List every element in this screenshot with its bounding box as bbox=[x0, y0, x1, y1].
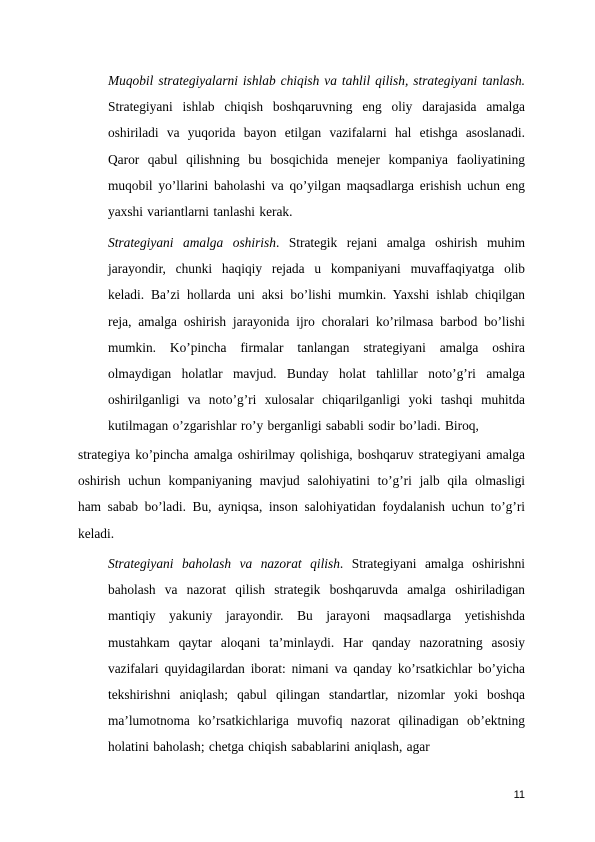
paragraph-alternative-strategies bbox=[108, 68, 525, 225]
paragraph-body: Strategiyani ishlab chiqish boshqaruvning eng oliy darajasida amalga oshiriladi va yuqorida bayon etilgan vazifalarni hal etishga asoslanadi. Qaror qabul qilishning bu bosqichida menejer kompaniya faoliyatining muqobil yo’llarini baholashi va qo’yilgan maqsadlarga erishish uchun eng yaxshi variantlarni tanlashi kerak. bbox=[108, 99, 525, 220]
paragraph-lead-italic: Strategiyani amalga oshirish bbox=[108, 235, 276, 250]
paragraph-strategy-evaluation bbox=[108, 551, 525, 761]
paragraph-strategy-implementation bbox=[108, 230, 525, 440]
paragraph-lead-italic: Muqobil strategiyalarni ishlab chiqish va tahlil qilish, strategiyani tanlash. bbox=[108, 73, 525, 88]
paragraph-body: . Strategik rejani amalga oshirish muhim jarayondir, chunki haqiqiy rejada u kompaniyani muvaffaqiyatga olib keladi. Ba’zi hollarda uni aksi bo’lishi mumkin. Yaxshi ishlab chiqilgan reja, amalga oshirish jarayonida ijro choralari ko’rilmasa barbod bo’lishi mumkin. Ko’pincha firmalar tanlangan strategiyani amalga oshira olmaydigan holatlar mavjud. Bunday holat tahlillar noto’g’ri amalga oshirilganligi va noto’g’ri xulosalar chiqarilganligi yoki tashqi muhitda kutilmagan o’zgarishlar ro’y berganligi sababli sodir bo’ladi. Biroq, bbox=[108, 235, 525, 434]
page-number: 11 bbox=[513, 789, 525, 801]
paragraph-body: . Strategiyani amalga oshirishni baholash va nazorat qilish strategik boshqaruvda amalga oshiriladigan mantiqiy yakuniy jarayondir. Bu jarayoni maqsadlarga yetishishda mustahkam qaytar aloqani ta’minlaydi. Har qanday nazoratning asosiy vazifalari quyidagilardan iborat: nimani va qanday ko’rsatkichlar bo’yicha tekshirishni aniqlash; qabul qilingan standartlar, nizomlar yoki boshqa ma’lumotnoma ko’rsatkichlariga muvofiq nazorat qilinadigan ob’ektning holatini baholash; chetga chiqish sabablarini aniqlash, agar bbox=[108, 556, 525, 755]
paragraph-body: strategiya ko’pincha amalga oshirilmay qolishiga, boshqaruv strategiyani amalga oshirish uchun kompaniyaning mavjud salohiyatini to’g’ri jalb qila olmasligi ham sabab bo’ladi. Bu, ayniqsa, inson salohiyatidan foydalanish uchun to’g’ri keladi. bbox=[78, 447, 525, 541]
paragraph-continuation bbox=[78, 442, 525, 547]
paragraph-lead-italic: Strategiyani baholash va nazorat qilish bbox=[108, 556, 340, 571]
